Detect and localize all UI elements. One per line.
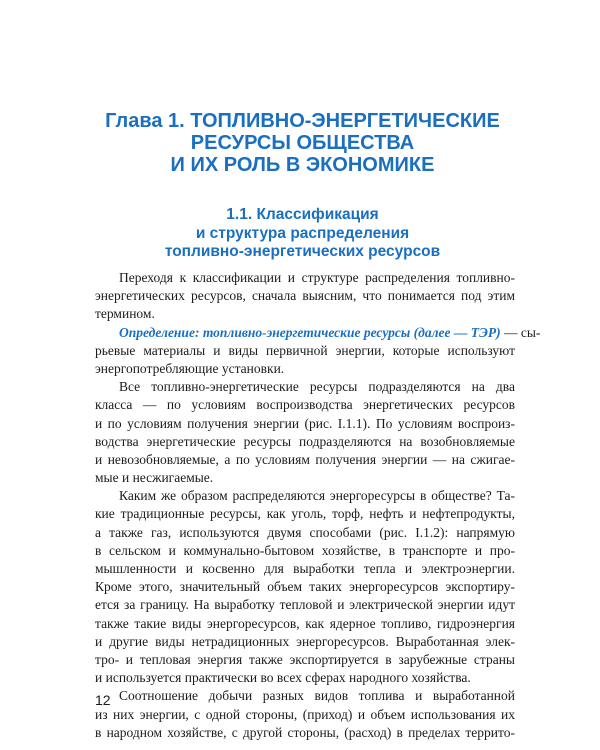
definition-colon: : — [194, 324, 203, 340]
chapter-title-line: И ИХ РОЛЬ В ЭКОНОМИКЕ — [170, 154, 435, 176]
text-line: рьевые материалы и виды первичной энергии, которые используют — [95, 342, 515, 358]
text-line: в сельском и коммунально-бытовом хозяйстве, в транспорте и про- — [95, 542, 515, 558]
definition-abbr-open: ( — [410, 324, 419, 340]
text-line: Переходя к классификации и структуре распределения топливно- — [119, 270, 515, 285]
text-line: класса — по условиям воспроизводства энергетических ресурсов — [95, 397, 515, 413]
text-line: мые и несжигаемые. — [95, 470, 214, 486]
text-line: Соотношение добычи разных видов топлива и выработанной — [119, 688, 515, 704]
text-line: в народном хозяйстве, с другой стороны, (расход) в пределах террито- — [95, 724, 515, 740]
section-title-line: и структура распределения — [195, 224, 410, 242]
text-line: Все топливно-энергетические ресурсы подразделяются на два — [119, 379, 515, 395]
text-line: и невозобновляемые, а по условиям получения энергии — на сжигае- — [95, 451, 515, 467]
text-line: также такие виды энергоресурсов, как ядерное топливо, гидроэнергия — [95, 615, 515, 631]
text-line: энергетических ресурсов, сначала выясним, что понимается под этим — [95, 288, 515, 304]
text-line: и используется практически во всех сферах народного хозяйства. — [95, 670, 471, 686]
text-line: Каким же образом распределяются энергоресурсы в обществе? Та- — [119, 488, 515, 504]
text-line: а также газ, используются двумя способами (рис. I.1.2): напрямую — [95, 524, 515, 540]
chapter-title-line: Глава 1. ТОПЛИВНО-ЭНЕРГЕТИЧЕСКИЕ — [105, 110, 500, 132]
text-line: и по условиям получения энергии (рис. I.1.1). По условиям воспроиз- — [95, 415, 515, 431]
section-title-line: топливно-энергетических ресурсов — [164, 243, 441, 260]
section-title-line: 1.1. Классификация — [226, 206, 379, 223]
text-line: термином. — [95, 306, 155, 322]
definition-term: топливно-энергетические ресурсы — [202, 324, 411, 340]
text-line: Кроме этого, значительный объем таких энергоресурсов экспортиру- — [95, 579, 515, 595]
section-title — [60, 206, 545, 262]
text-line: водства энергетические ресурсы подразделяются на возобновляемые — [95, 433, 515, 449]
definition-line — [95, 324, 541, 342]
text-line: энергопотребляющие установки. — [95, 360, 285, 376]
definition-label: Определение — [119, 324, 195, 340]
text-line: тро- и тепловая энергия также экспортируется в зарубежные страны — [95, 651, 515, 667]
chapter-title-line: РЕСУРСЫ ОБЩЕСТВА — [190, 132, 415, 154]
text-line: мышленности и косвенно для выработки тепла и электроэнергии. — [95, 561, 515, 576]
definition-abbr: далее — ТЭР — [418, 324, 497, 340]
chapter-title — [60, 110, 545, 176]
body-text — [95, 269, 541, 742]
page-number: 12 — [95, 692, 111, 708]
text-line: ется за границу. На выработку тепловой и электрической энергии идут — [95, 597, 515, 613]
text-line: кие традиционные ресурсы, как уголь, торф, нефть и нефтепродукты, — [95, 506, 515, 522]
definition-abbr-close: ) — [496, 324, 501, 340]
text-line: из них энергии, с одной стороны, (приход) и объем использования их — [95, 706, 515, 722]
text-line: и другие виды нетрадиционных энергоресурсов. Выработанная элек- — [95, 633, 515, 649]
definition-rest: — сы- — [500, 324, 541, 340]
